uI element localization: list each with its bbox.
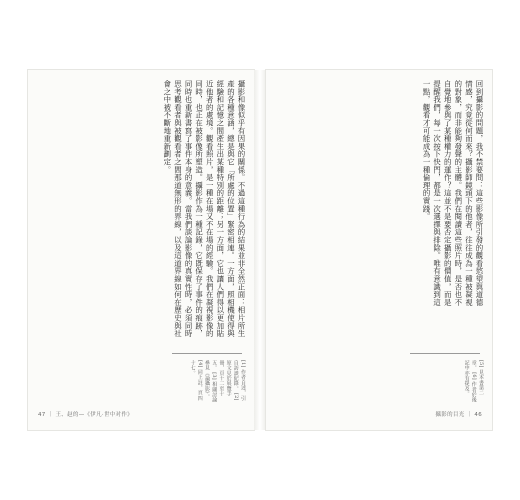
right-page-body-text: 回到攝影的問題，我不禁要問：這些影像所引發的觀看慾望與道德情感，究竟從何而來？攝影師鏡頭下的他者，往往成為一種被凝視的對象，而非能夠發聲的主體。我們在閱讀這些照片時，是否也不自覺地參與了某種權力的運作？這並不是要否定攝影的價值，而是提醒我們，每一次按下快門，都是一次選擇與排除。唯有意識到這一點，觀看才可能成為一種倫理的實踐。 (422, 80, 484, 307)
left-page-body-text: 攝影和像似乎有因果的關係。不過這種行為的結果並非全然正面：相片所生產的各種意涵，總是與它「所處的位置」緊密相連。一方面，照相機使得與經驗和記憶之間產生出某種特別的距離；另一方面，它也讓人們得以更加貼近他者的處境。觀看照片，是一種在場又不在場的經驗。我們在凝視影像的同時，也正在被影像所塑造。攝影作為一種記錄，它既保存了事件的痕跡，同時也重新書寫了事件本身的意義。當我們談論影像的真實性時，必須同時思考觀看者與被觀看者之間那道無形的界線，以及這道界線如何在歷史與社會之中被不斷地重新劃定。 (162, 80, 246, 338)
book-gutter (254, 70, 266, 430)
left-footnote-rule (172, 353, 242, 354)
right-page-footnotes: [5] 見本書第二章。 [6] 作者於後記中亦有提及。 (463, 360, 484, 403)
left-page-folio: 47 ｜ 王、赵的—《伊凡·世中对作》 (38, 412, 133, 418)
right-page (266, 70, 492, 430)
right-page-folio: 攝影的目光 ｜ 46 (435, 412, 482, 418)
left-page (28, 70, 254, 430)
left-page-footnotes: [1] 作者自述，引自訪談紀錄。 [2] 原文見於展覽手冊，頁十二至十五。 [3] 相關討論參見《論攝影》。 [4] 同上註，頁四十七。 (189, 360, 246, 403)
right-footnote-rule (410, 353, 480, 354)
